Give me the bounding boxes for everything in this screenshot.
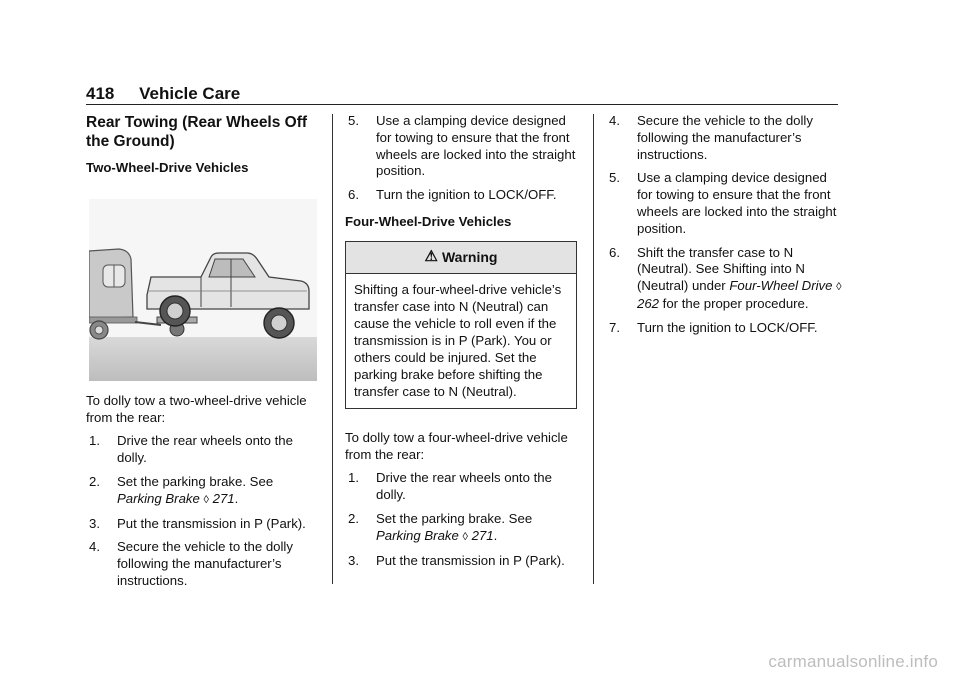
- truck-on-dolly-drawing: [89, 199, 317, 381]
- steps-four-wheel-continued: [606, 113, 842, 337]
- four-wheel-drive-link[interactable]: Four-Wheel Drive: [729, 278, 833, 294]
- watermark: carmanualsonline.info: [768, 652, 938, 671]
- list-item: 1. Drive the rear wheels onto the dolly.: [348, 470, 552, 503]
- warning-body: Shifting a four-wheel-drive vehicle’s transfer case into N (Neutral) can cause the vehicle to roll even if the transmission is in P (Park). You or others could be injured. Set the parking brake before shifting the transfer case to N (Neutral).: [354, 281, 562, 399]
- subheading-four-wheel-drive: Four-Wheel-Drive Vehicles: [345, 213, 512, 229]
- section-title: Vehicle Care: [139, 84, 241, 103]
- page-header: [86, 84, 240, 104]
- page-ref[interactable]: 262: [637, 295, 660, 311]
- page-ref-icon: ◊: [462, 530, 468, 543]
- list-item: 3. Put the transmission in P (Park).: [89, 515, 306, 531]
- warning-header: [346, 242, 576, 274]
- page-ref-icon: ◊: [836, 281, 842, 294]
- list-item: 5. Use a clamping device designed for towing to ensure that the front wheels are locked into the straight position.: [609, 170, 837, 236]
- page-ref[interactable]: 271: [212, 490, 235, 506]
- column-1: [86, 113, 322, 597]
- header-rule: [86, 104, 838, 105]
- list-item: 1. Drive the rear wheels onto the dolly.: [89, 433, 293, 466]
- column-2: [345, 113, 581, 576]
- list-item: 5. Use a clamping device designed for towing to ensure that the front wheels are locked into the straight position.: [348, 113, 576, 179]
- steps-two-wheel-continued: [345, 113, 581, 204]
- warning-title: Warning: [441, 248, 498, 265]
- warning-icon: ⚠: [424, 247, 438, 265]
- towing-illustration: [89, 199, 317, 381]
- parking-brake-link[interactable]: Parking Brake: [117, 490, 200, 506]
- list-item: 7. Turn the ignition to LOCK/OFF.: [609, 319, 818, 335]
- column-3: [606, 113, 842, 344]
- list-item: 6. Shift the transfer case to N (Neutral). See Shifting into N (Neutral) under Four-Wheel Drive ◊ 262 for the proper procedure.: [609, 244, 842, 311]
- section-heading: Rear Towing (Rear Wheels Off the Ground): [86, 114, 308, 150]
- warning-box: [345, 241, 577, 409]
- page-ref-icon: ◊: [203, 493, 209, 506]
- subheading-two-wheel-drive: Two-Wheel-Drive Vehicles: [86, 160, 249, 175]
- list-item: 4. Secure the vehicle to the dolly following the manufacturer’s instructions.: [89, 539, 293, 588]
- list-item: 4. Secure the vehicle to the dolly following the manufacturer’s instructions.: [609, 113, 813, 162]
- page-ref[interactable]: 271: [471, 527, 494, 543]
- intro-four-wheel: To dolly tow a four-wheel-drive vehicle from the rear:: [345, 429, 568, 462]
- column-divider-1: [332, 114, 333, 584]
- parking-brake-link[interactable]: Parking Brake: [376, 527, 459, 543]
- list-item: 6. Turn the ignition to LOCK/OFF.: [348, 187, 557, 203]
- page-number: 418: [86, 84, 115, 103]
- steps-two-wheel: [86, 433, 322, 589]
- column-divider-2: [593, 114, 594, 584]
- intro-two-wheel: To dolly tow a two-wheel-drive vehicle from the rear:: [86, 392, 307, 425]
- list-item: 2. Set the parking brake. See Parking Brake ◊ 271.: [89, 473, 274, 506]
- steps-four-wheel: [345, 470, 581, 569]
- list-item: 3. Put the transmission in P (Park).: [348, 552, 565, 568]
- list-item: 2. Set the parking brake. See Parking Brake ◊ 271.: [348, 510, 533, 543]
